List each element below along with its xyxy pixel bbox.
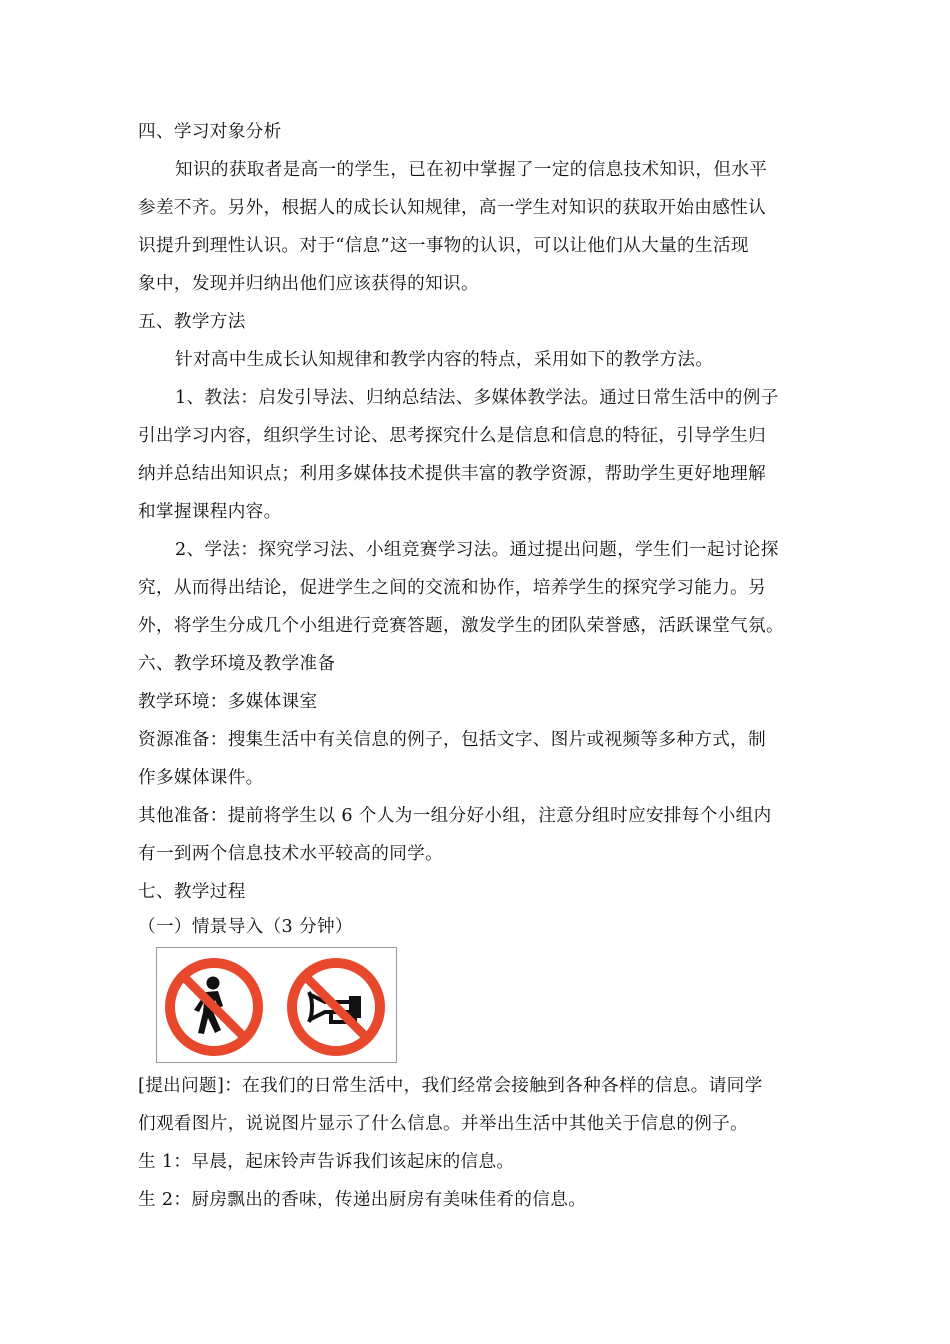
section-5-heading: 五、教学方法 [138, 312, 246, 332]
paragraph-line: 有一到两个信息技术水平较高的同学。 [138, 844, 444, 864]
paragraph-line: 究，从而得出结论，促进学生之间的交流和协作，培养学生的探究学习能力。另 [138, 578, 767, 598]
paragraph-line: 外，将学生分成几个小组进行竞赛答题，激发学生的团队荣誉感，活跃课堂气氛。 [138, 616, 784, 636]
no-pedestrians-sign-icon [163, 956, 265, 1058]
paragraph-line: 们观看图片，说说图片显示了什么信息。并举出生活中其他关于信息的例子。 [138, 1114, 749, 1134]
traffic-signs-figure [156, 947, 397, 1063]
paragraph-line: 资源准备：搜集生活中有关信息的例子，包括文字、图片或视频等多种方式，制 [138, 730, 767, 750]
paragraph-line: 2、学法：探究学习法、小组竞赛学习法。通过提出问题，学生们一起讨论探 [175, 540, 779, 560]
paragraph-line: 作多媒体课件。 [138, 768, 264, 788]
paragraph-line: 参差不齐。另外，根据人的成长认知规律，高一学生对知识的获取开始由感性认 [138, 198, 767, 218]
paragraph-line: 象中，发现并归纳出他们应该获得的知识。 [138, 274, 479, 294]
subsection-heading: （一）情景导入（3 分钟） [138, 917, 353, 937]
paragraph-line: 引出学习内容，组织学生讨论、思考探究什么是信息和信息的特征，引导学生归 [138, 426, 767, 446]
paragraph-line: 1、教法：启发引导法、归纳总结法、多媒体教学法。通过日常生活中的例子 [175, 388, 779, 408]
paragraph-line: 和掌握课程内容。 [138, 502, 282, 522]
teaching-environment: 教学环境：多媒体课室 [138, 692, 318, 712]
paragraph-line: 纳并总结出知识点；利用多媒体技术提供丰富的教学资源，帮助学生更好地理解 [138, 464, 767, 484]
student-answer-1: 生 1：早晨，起床铃声告诉我们该起床的信息。 [138, 1152, 515, 1172]
paragraph-line: 识提升到理性认识。对于“信息”这一事物的认识，可以让他们从大量的生活现 [138, 236, 749, 256]
section-6-heading: 六、教学环境及教学准备 [138, 654, 336, 674]
paragraph-line: 其他准备：提前将学生以 6 个人为一组分好小组，注意分组时应安排每个小组内 [138, 806, 772, 826]
paragraph-line: 针对高中生成长认知规律和教学内容的特点，采用如下的教学方法。 [175, 350, 714, 370]
section-4-heading: 四、学习对象分析 [138, 122, 282, 142]
no-honking-sign-icon [285, 956, 387, 1058]
paragraph-line: [提出问题]：在我们的日常生活中，我们经常会接触到各种各样的信息。请同学 [138, 1076, 763, 1096]
paragraph-line: 知识的获取者是高一的学生，已在初中掌握了一定的信息技术知识，但水平 [175, 160, 768, 180]
section-7-heading: 七、教学过程 [138, 882, 246, 902]
student-answer-2: 生 2：厨房飘出的香味，传递出厨房有美味佳肴的信息。 [138, 1190, 587, 1210]
